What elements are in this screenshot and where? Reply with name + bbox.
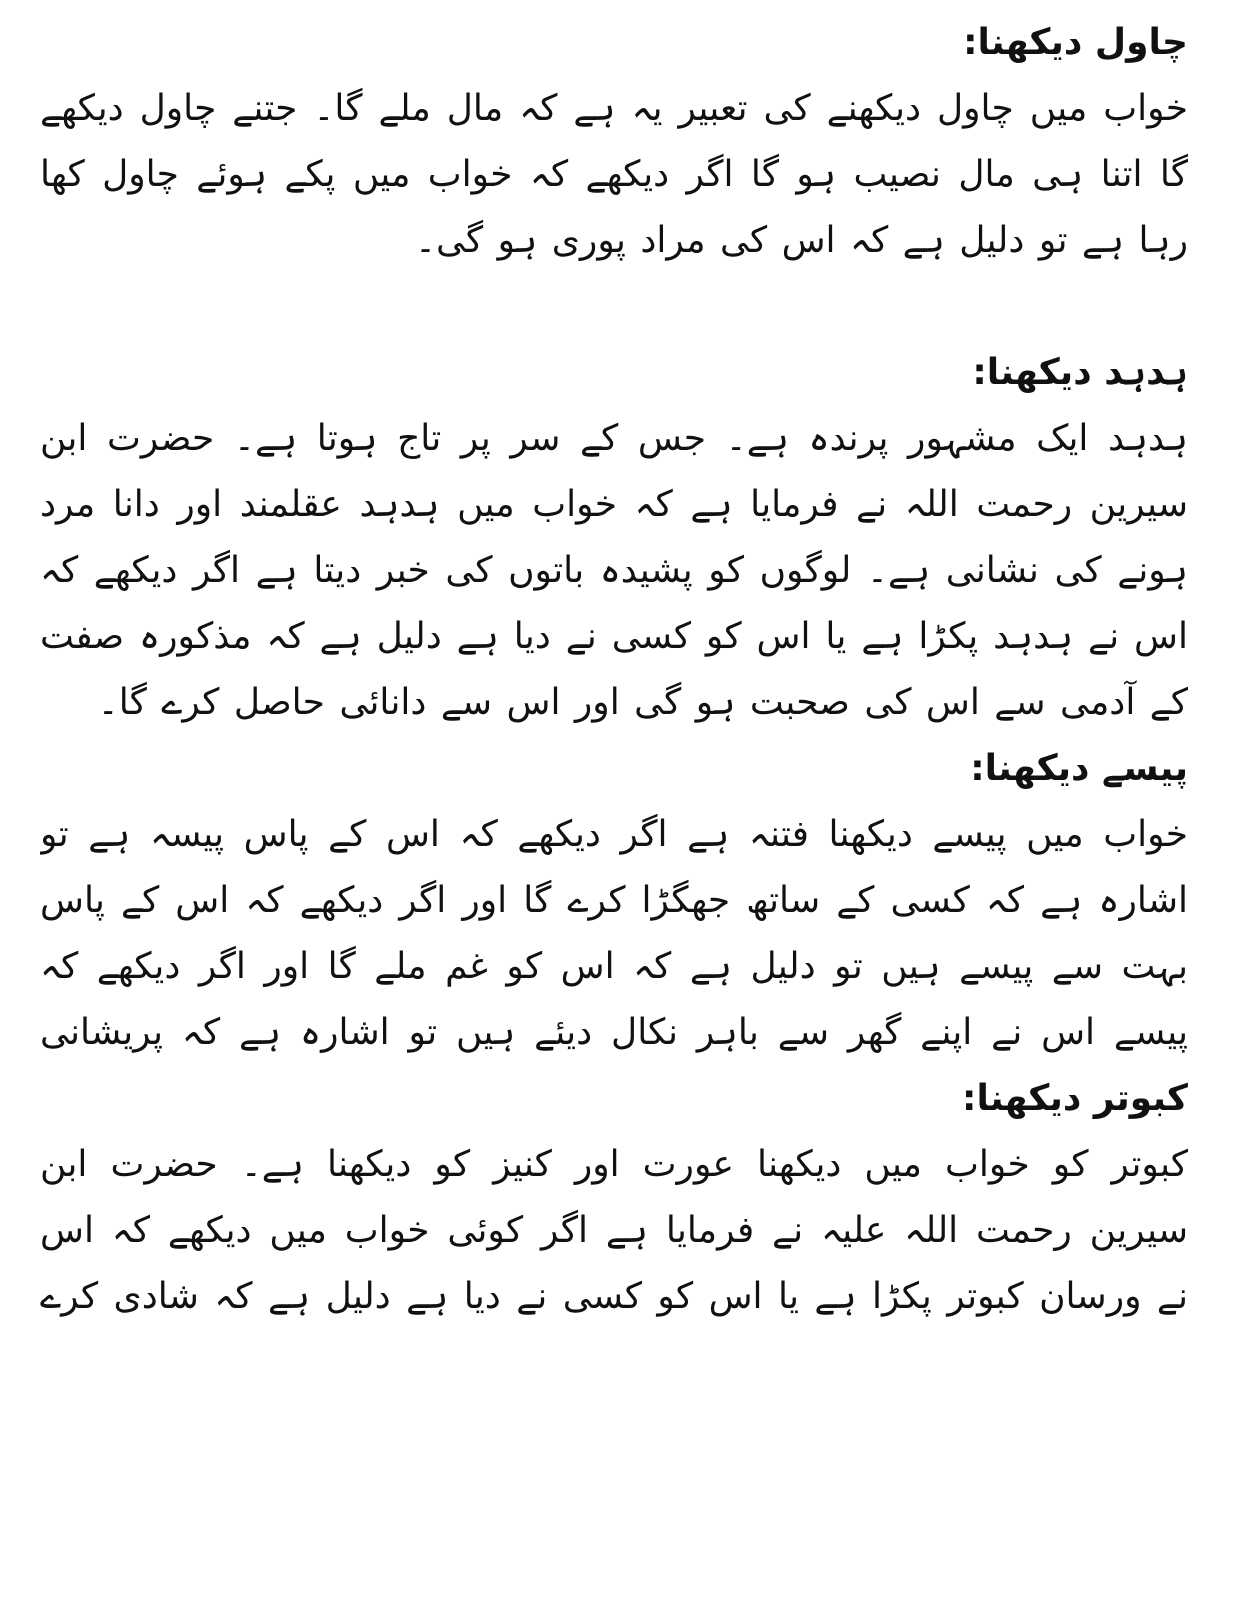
- entry-body: ہدہد ایک مشہور پرندہ ہے۔ جس کے سر پر تاج ہوتا ہے۔ حضرت ابن سیرین رحمت اللہ نے فرمایا ہے کہ خواب میں ہدہد عقلمند اور دانا مرد ہونے کی نشانی ہے۔ لوگوں کو پشیدہ باتوں کی خبر دیتا ہے اگر دیکھے کہ اس نے ہدہد پکڑا ہے یا اس کو کسی نے دیا ہے دلیل ہے کہ مذکورہ صفت کے آدمی سے اس کی صحبت ہو گی اور اس سے دانائی حاصل کرے گا۔: [40, 418, 1188, 723]
- entry-hoopoe: [40, 340, 1188, 736]
- entry-coins: [40, 736, 1188, 1066]
- entry-heading: چاول دیکھنا:: [963, 22, 1188, 63]
- entry-body: خواب میں چاول دیکھنے کی تعبیر یہ ہے کہ مال ملے گا۔ جتنے چاول دیکھے گا اتنا ہی مال نصیب ہو گا اگر دیکھے کہ خواب میں پکے ہوئے چاول کھا رہا ہے تو دلیل ہے کہ اس کی مراد پوری ہو گی۔: [40, 88, 1188, 261]
- entry-rice: [40, 10, 1188, 340]
- entry-body: کبوتر کو خواب میں دیکھنا عورت اور کنیز کو دیکھنا ہے۔ حضرت ابن سیرین رحمت اللہ علیہ نے فرمایا ہے اگر کوئی خواب میں دیکھے کہ اس نے ورسان کبوتر پکڑا ہے یا اس کو کسی نے دیا ہے دلیل ہے کہ شادی کرے: [40, 1144, 1188, 1317]
- entry-pigeon: [40, 1066, 1188, 1330]
- entry-heading: پیسے دیکھنا:: [970, 748, 1188, 789]
- entry-heading: ہدہد دیکھنا:: [972, 352, 1188, 393]
- document-page: [40, 10, 1188, 1590]
- entry-body: خواب میں پیسے دیکھنا فتنہ ہے اگر دیکھے کہ اس کے پاس پیسہ ہے تو اشارہ ہے کہ کسی کے ساتھ جھگڑا کرے گا اور اگر دیکھے کہ اس کے پاس بہت سے پیسے ہیں تو دلیل ہے کہ اس کو غم ملے گا اور اگر دیکھے کہ پیسے اس نے اپنے گھر سے باہر نکال دیئے ہیں تو اشارہ ہے کہ پریشانی: [40, 814, 1188, 1053]
- entry-heading: کبوتر دیکھنا:: [962, 1078, 1188, 1119]
